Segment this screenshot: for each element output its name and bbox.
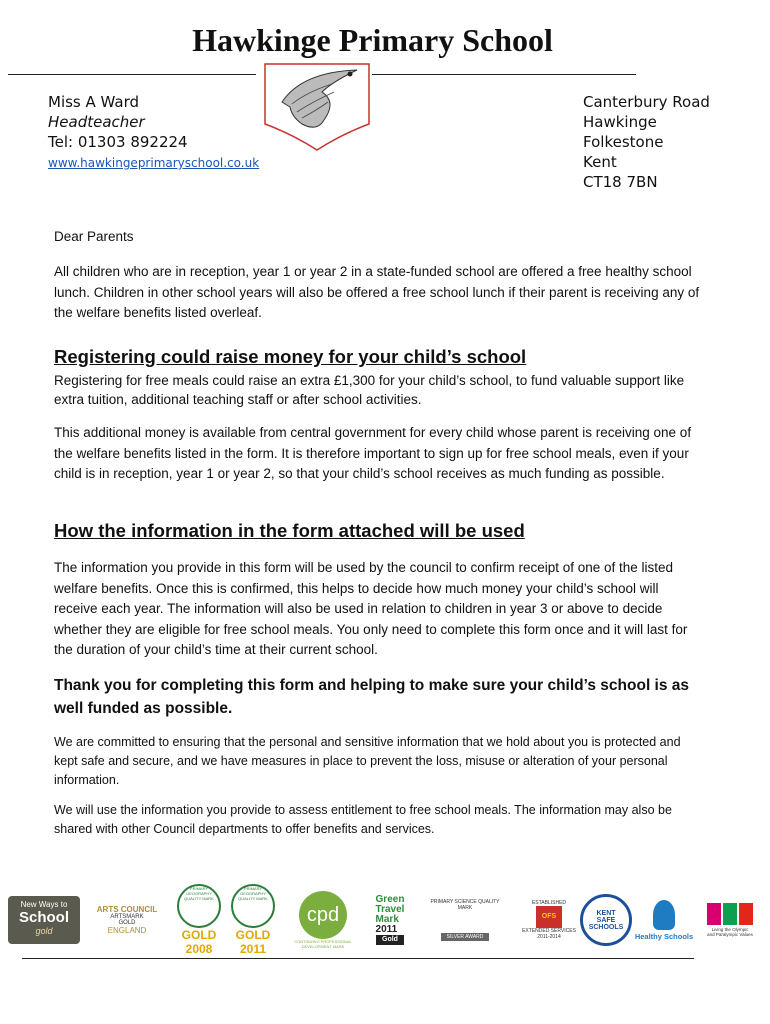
logo-text: OFS	[536, 906, 562, 928]
section1-paragraph1: Registering for free meals could raise an extra £1,300 for your child’s school, to fund valuable support like extra tuition, additional teaching staff or after school activities.	[54, 373, 685, 407]
logo-text: SILVER AWARD	[441, 933, 490, 941]
logo-text: New Ways to	[20, 900, 68, 909]
logo-text: 2011	[239, 942, 267, 956]
intro-paragraph: All children who are in reception, year 1 or year 2 in a state-funded school are offered a free healthy school lunch. Children in other school years will also be offered a free school lunch if their parent is receiving any of the welfare benefits listed overleaf.	[54, 264, 700, 320]
get-set-olympic-values-logo	[696, 880, 764, 960]
logo-text: PRIMARY GEOGRAPHY QUALITY MARK	[177, 884, 221, 928]
logo-text: GOLD	[235, 928, 271, 942]
logo-text: KENT	[596, 909, 616, 917]
address-line: Folkestone	[583, 133, 664, 151]
school-name: Hawkinge Primary School	[192, 22, 553, 58]
address-line: Canterbury Road	[583, 93, 710, 111]
headteacher-contact	[48, 92, 259, 173]
logo-text: ARTSMARK	[110, 914, 144, 920]
logo-text: School	[18, 909, 69, 926]
logo-text: 2011-2014	[537, 934, 561, 940]
arts-council-logo	[94, 880, 160, 960]
accreditation-logos	[0, 880, 770, 960]
science-quality-mark-logo	[430, 880, 500, 960]
logo-text: Travel	[375, 904, 405, 915]
section2-heading: How the information in the form attached will be used	[54, 520, 525, 541]
logo-text: CONTINUING PROFESSIONAL DEVELOPMENT MARK	[294, 939, 352, 949]
section2-paragraph1: The information you provide in this form will be used by the council to confirm receipt of one of the listed welfare benefits. Once this is confirmed, this helps to decide how much money your child’s school will receive each year. The information will also be used in relation to children in year 3 or above to decide whether they are eligible for free school meals. You only need to complete this form once and it will last for the duration of your child’s time at their current school.	[54, 560, 688, 657]
logo-text: GOLD	[181, 928, 217, 942]
logo-text: Green	[375, 894, 405, 905]
new-ways-to-school-logo	[8, 880, 80, 960]
logo-text: gold	[35, 926, 53, 936]
logo-text: ENGLAND	[107, 926, 147, 935]
logo-text: ESTABLISHED	[531, 900, 567, 906]
logo-text: SCHOOLS	[588, 923, 624, 931]
green-travel-mark-logo	[362, 880, 418, 960]
logo-text: Healthy Schools	[634, 931, 694, 941]
privacy-paragraph1: We are committed to ensuring that the personal and sensitive information that we hold about you is protected and kept safe and secure, and we have measures in place to prevent the loss, misuse or alteration of your personal information.	[54, 735, 681, 787]
logo-text: Gold	[376, 935, 405, 945]
logo-text: GOLD	[118, 920, 136, 926]
header-rule-right	[372, 74, 636, 75]
section1-heading: Registering could raise money for your child’s school	[54, 346, 527, 367]
geography-gold-2011-logo	[226, 880, 280, 960]
logo-text: Living the Olympic	[711, 927, 749, 932]
address-line: Hawkinge	[583, 113, 657, 131]
logo-text: 2008	[185, 942, 213, 956]
headteacher-name: Miss A Ward	[48, 93, 140, 111]
privacy-paragraph2: We will use the information you provide to assess entitlement to free school meals. The information may also be shared with other Council departments to offer benefits and services.	[54, 803, 672, 836]
telephone: Tel: 01303 892224	[48, 133, 188, 151]
logo-text: ARTS COUNCIL	[96, 905, 158, 914]
greeting: Dear Parents	[54, 229, 134, 244]
header-rule-left	[8, 74, 256, 75]
cpd-mark-logo	[290, 880, 356, 960]
kent-safe-schools-logo	[580, 880, 632, 960]
logo-text: PRIMARY GEOGRAPHY QUALITY MARK	[231, 884, 275, 928]
footer-rule	[22, 958, 694, 959]
school-address	[583, 92, 710, 192]
logo-text: cpd	[299, 891, 347, 939]
logo-text: 2011	[375, 924, 398, 935]
website-link[interactable]: www.hawkingeprimaryschool.co.uk	[48, 156, 260, 170]
logo-text: PRIMARY SCIENCE QUALITY MARK	[430, 899, 500, 911]
address-line: CT18 7BN	[583, 173, 658, 191]
address-line: Kent	[583, 153, 617, 171]
logo-text: EXTENDED SERVICES	[522, 928, 576, 934]
section1-paragraph2: This additional money is available from central government for every child whose parent is receiving one of the welfare benefits listed in the form. It is therefore important to sign up for free school meals, even if your child is in reception, year 1 or year 2, so that your child’s school receives as much funding as possible.	[54, 425, 692, 481]
healthy-schools-logo	[634, 880, 694, 960]
headteacher-role: Headteacher	[48, 113, 145, 131]
logo-text: SAFE	[596, 916, 616, 924]
geography-gold-2008-logo	[172, 880, 226, 960]
thanks-statement: Thank you for completing this form and helping to make sure your child’s school is as well funded as possible.	[54, 677, 690, 717]
logo-text: Mark	[375, 914, 399, 925]
school-crest-logo	[262, 62, 372, 154]
ofs-extended-services-logo	[518, 880, 580, 960]
logo-text: and Paralympic Values	[707, 932, 753, 937]
